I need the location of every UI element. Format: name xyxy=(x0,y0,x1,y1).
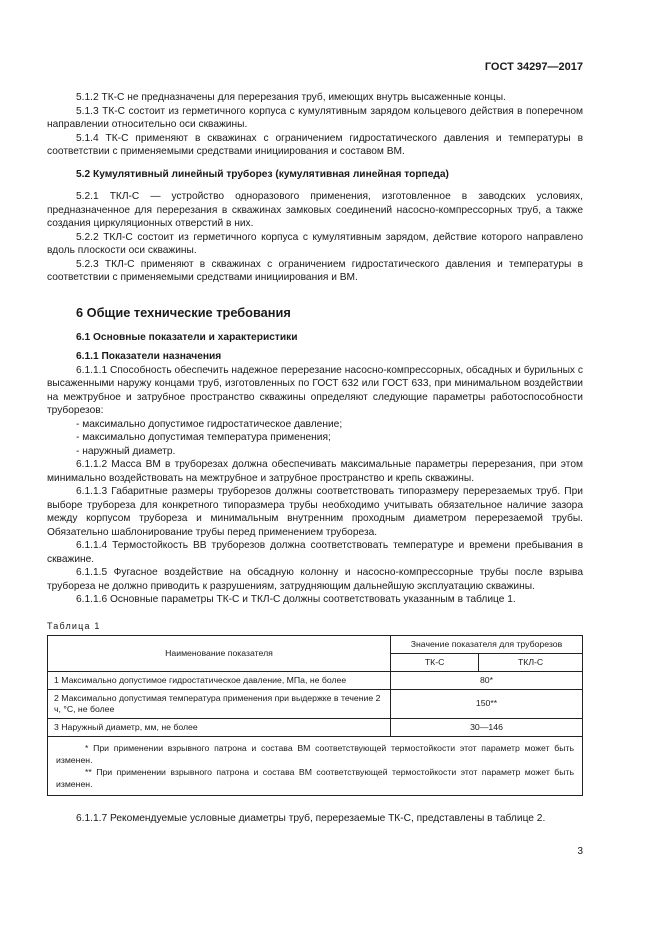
table-row xyxy=(48,718,583,736)
standard-number: ГОСТ 34297—2017 xyxy=(484,61,583,73)
table-cell-name: 3 Наружный диаметр, мм, не более xyxy=(48,718,391,736)
list-item: - максимально допустимая температура применения; xyxy=(76,432,331,443)
table-note: ** При применении взрывного патрона и состава ВМ соответствующей термостойкости этот параметр может быть изменен. xyxy=(56,766,574,789)
table-cell-name: 2 Максимально допустимая температура применения при выдержке в течение 2 ч, °С, не более xyxy=(48,689,391,718)
heading-6-1-1: 6.1.1 Показатели назначения xyxy=(76,351,222,362)
table-header-name: Наименование показателя xyxy=(48,635,391,671)
heading-section-6: 6 Общие технические требования xyxy=(76,304,291,320)
paragraph-6-1-1-7: 6.1.1.7 Рекомендуемые условные диаметры труб, перерезаемые ТК-С, представлены в таблице 2. xyxy=(76,812,546,824)
paragraph-6-1-1-2: 6.1.1.2 Масса ВМ в труборезах должна обеспечивать максимальные параметры перерезания, при этом минимально воздействовать на межтрубное и затрубное пространство и крепь скважины. xyxy=(47,459,583,484)
paragraph-5-2-2: 5.2.2 ТКЛ-С состоит из герметичного корпуса с кумулятивным зарядом, действие которого направлено вдоль плоскости оси скважины. xyxy=(47,231,583,256)
table-cell-value: 150** xyxy=(391,689,583,718)
paragraph-5-1-4: 5.1.4 ТК-С применяют в скважинах с ограничением гидростатического давления и температуры в соответствии с применяемыми средствами инициирования и составом ВМ. xyxy=(47,132,583,157)
paragraph-5-2-1: 5.2.1 ТКЛ-С — устройство одноразового применения, изготовленное в заводских условиях, предназначенное для перерезания в скважинах замковых соединений насосно-компрессорных труб, а также создания циркуляционных отверстий в них. xyxy=(47,191,583,229)
table-header-tkls: ТКЛ-С xyxy=(479,653,583,671)
paragraph-6-1-1-3: 6.1.1.3 Габаритные размеры труборезов должны соответствовать типоразмеру перерезаемых труб. При выборе трубореза для конкретного типоразмера трубы необходимо учитывать обязательное наличие зазора между корпусом трубореза и минимальным внутренним проходным диаметром перерезаемой трубы. Обязательно шаблонирование трубы перед применением трубореза. xyxy=(47,486,583,538)
table-caption: Таблица 1 xyxy=(47,620,101,631)
table-row xyxy=(48,689,583,718)
table-notes xyxy=(48,736,583,795)
paragraph-6-1-1-1: 6.1.1.1 Способность обеспечить надежное перерезание насосно-компрессорных, обсадных и бурильных с высаженными наружу концами труб, изготовленных по ГОСТ 632 или ГОСТ 633, при минимальном воздействии на межтрубное и затрубное пространство скважины определяют следующие параметры работоспособности труборезов: xyxy=(47,364,583,416)
heading-6-1: 6.1 Основные показатели и характеристики xyxy=(76,331,298,343)
paragraph-5-1-3: 5.1.3 ТК-С состоит из герметичного корпуса с кумулятивным зарядом кольцевого действия в поперечном направлении относительно оси скважины. xyxy=(47,105,583,130)
table-note: * При применении взрывного патрона и состава ВМ соответствующей термостойкости этот параметр может быть изменен. xyxy=(56,742,574,765)
page-number: 3 xyxy=(577,846,583,857)
paragraph-6-1-1-5: 6.1.1.5 Фугасное воздействие на обсадную колонну и насосно-компрессорные трубы после взрыва трубореза не должно приводить к разрушениям, затрудняющим дальнейшую эксплуатацию скважины. xyxy=(47,567,583,592)
paragraph-6-1-1-6: 6.1.1.6 Основные параметры ТК-С и ТКЛ-С должны соответствовать указанным в таблице 1. xyxy=(76,594,516,605)
paragraph-5-1-2: 5.1.2 ТК-С не предназначены для перерезания труб, имеющих внутрь высаженные концы. xyxy=(76,92,506,103)
table-cell-name: 1 Максимально допустимое гидростатическое давление, МПа, не более xyxy=(48,671,391,689)
heading-5-2: 5.2 Кумулятивный линейный труборез (кумулятивная линейная торпеда) xyxy=(76,168,449,180)
table-header-group: Значение показателя для труборезов xyxy=(391,635,583,653)
list-item: - максимально допустимое гидростатическое давление; xyxy=(76,418,343,430)
table-notes-row xyxy=(48,736,583,795)
parameters-table xyxy=(47,635,583,796)
list-item: - наружный диаметр. xyxy=(76,445,176,457)
table-cell-value: 80* xyxy=(391,671,583,689)
table-row xyxy=(48,671,583,689)
page-content xyxy=(47,91,583,825)
paragraph-5-2-3: 5.2.3 ТКЛ-С применяют в скважинах с ограничением гидростатического давления и температуры в соответствии с применяемыми средствами инициирования и ВМ. xyxy=(47,258,583,283)
table-header-tks: ТК-С xyxy=(391,653,479,671)
table-cell-value: 30—146 xyxy=(391,718,583,736)
paragraph-6-1-1-4: 6.1.1.4 Термостойкость ВВ труборезов должна соответствовать температуре и времени пребывания в скважине. xyxy=(47,540,583,565)
